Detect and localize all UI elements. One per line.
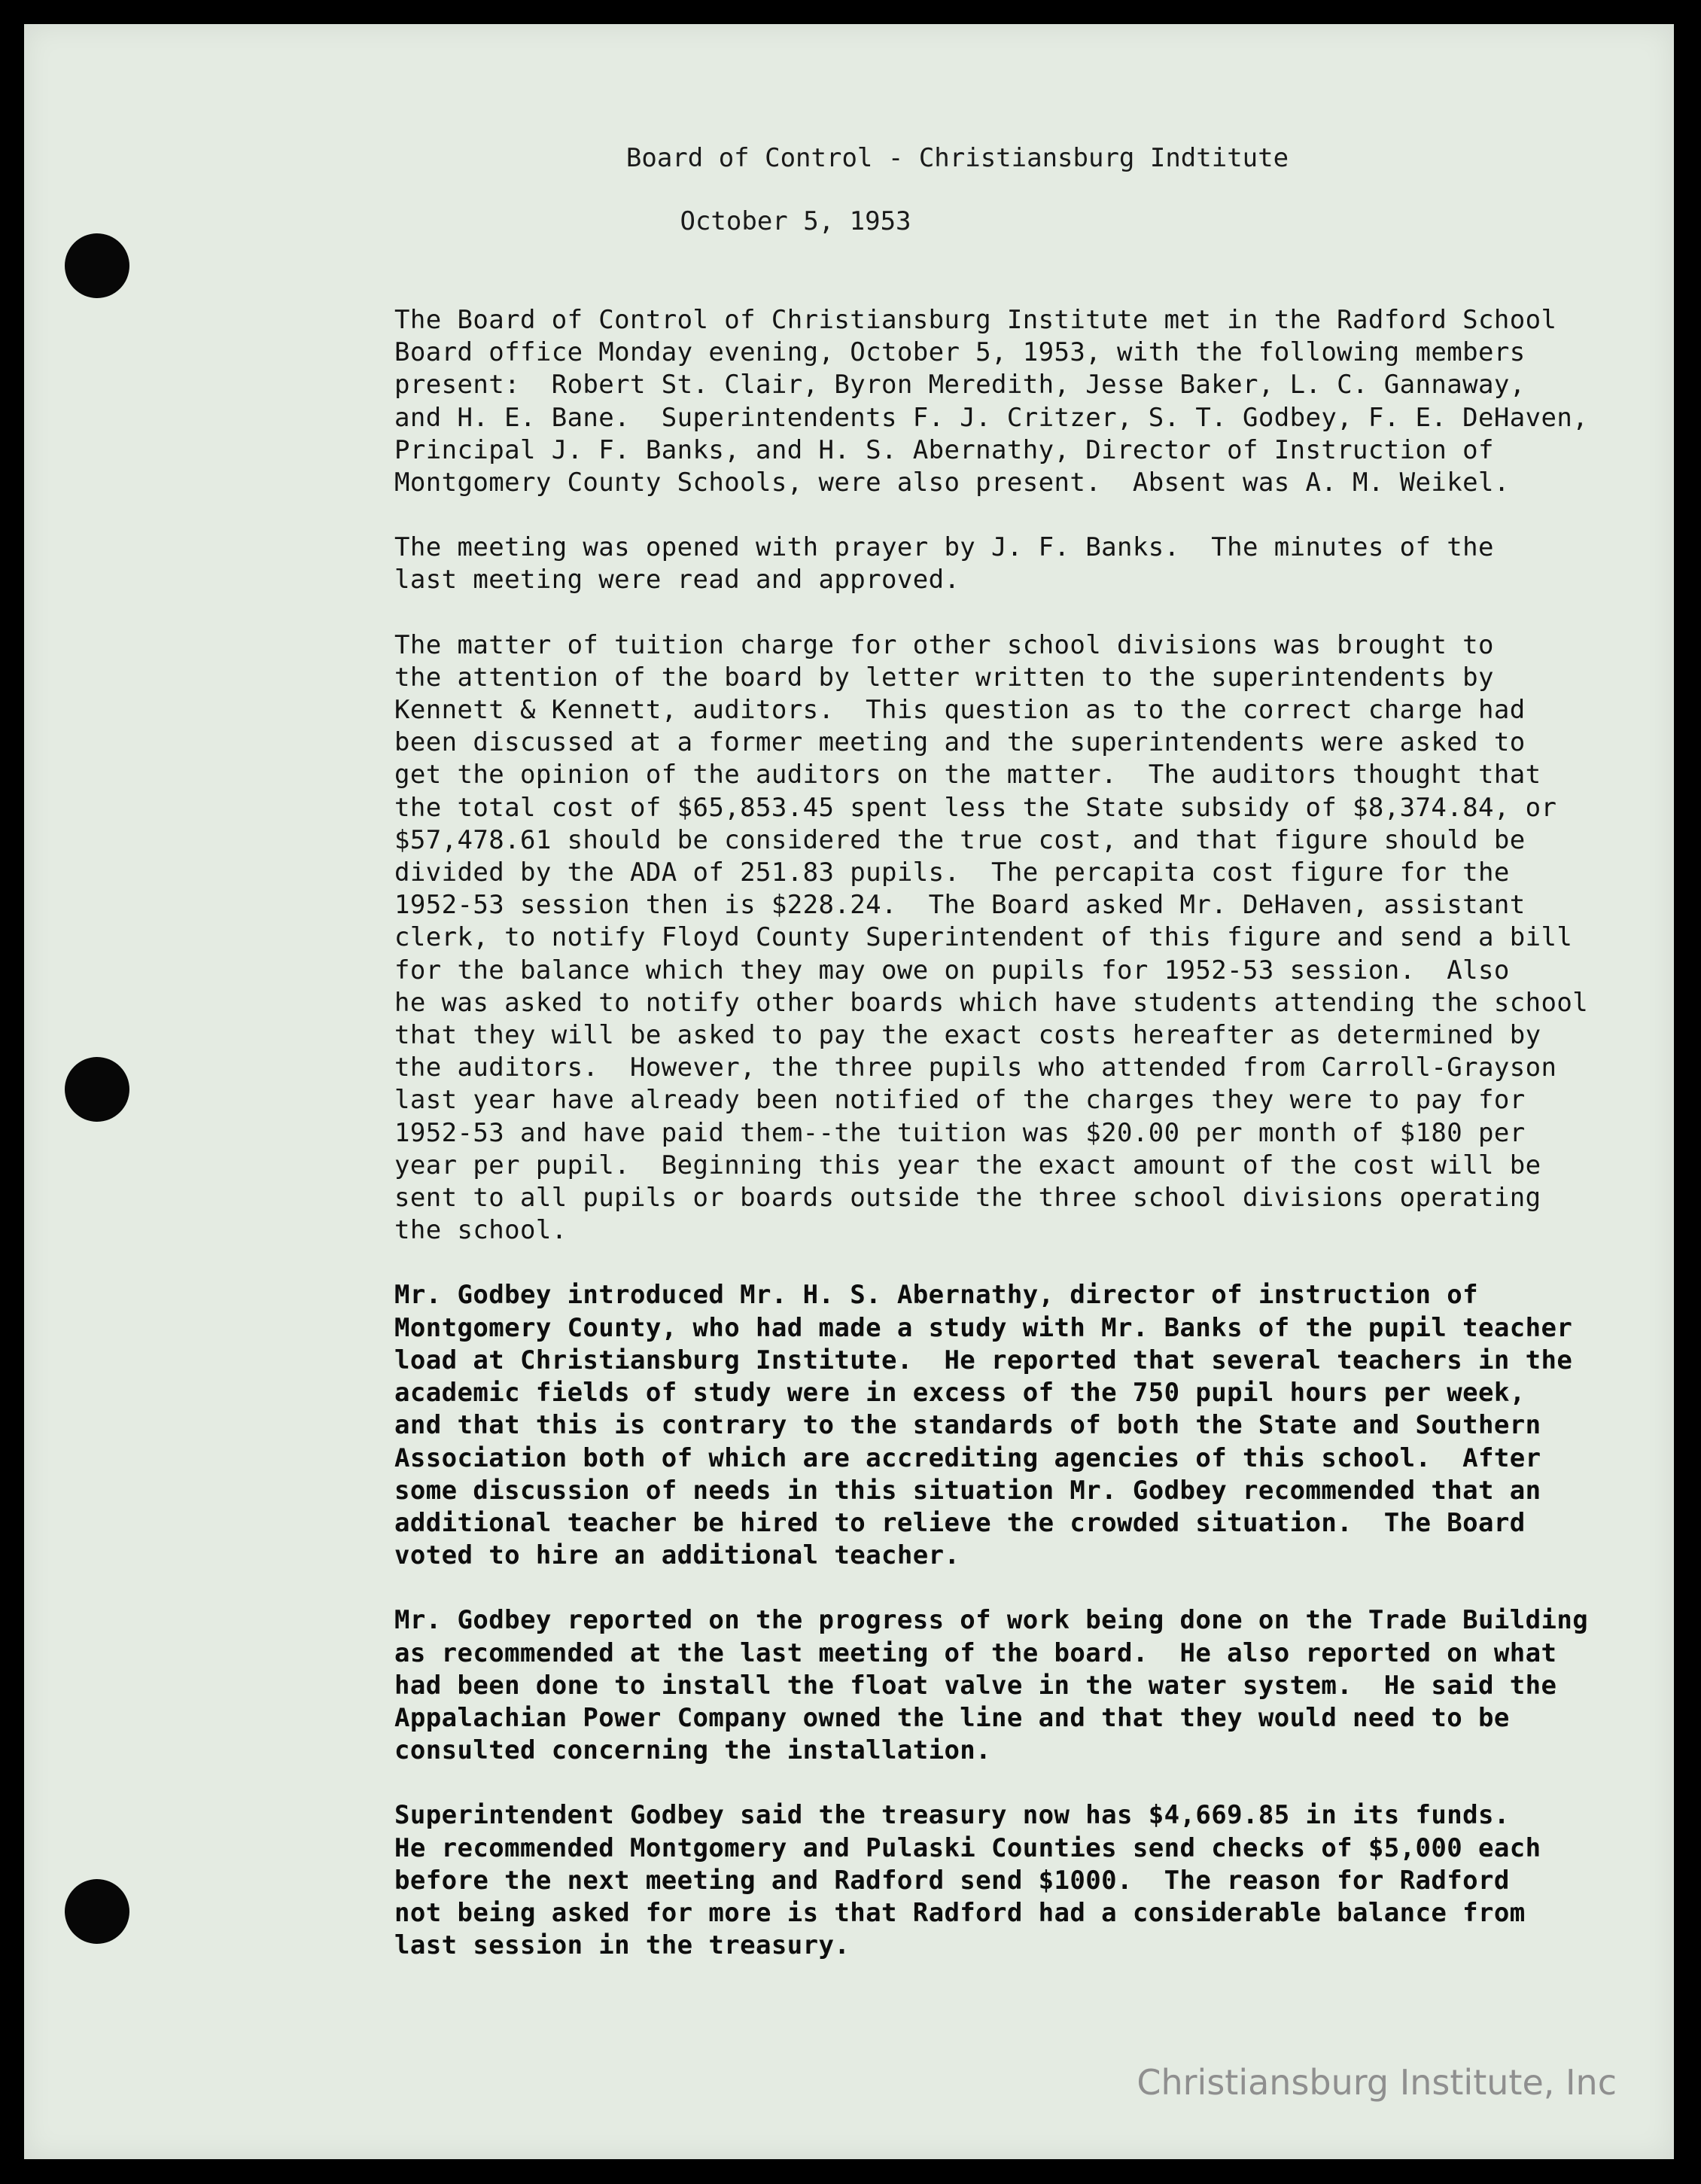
minutes-body <box>394 304 1674 1994</box>
paragraph-attendance: The Board of Control of Christiansburg Institute met in the Radford School Board office Monday evening, October 5, 1953, with the following members present: Robert St. Clair, Byron Meredith, Jesse Baker, L. C. Gannaway, and H. E. Bane. Superintendents F. J. Critzer, S. T. Godbey, F. E. DeHaven, Principal J. F. Banks, and H. S. Abernathy, Director of Instruction of Montgomery County Schools, were also present. Absent was A. M. Weikel. <box>394 305 1589 498</box>
document-title: Board of Control - Christiansburg Indtitute <box>625 143 1289 173</box>
punch-hole-bottom <box>65 1879 129 1944</box>
punch-hole-top <box>65 233 129 298</box>
watermark-text: Christiansburg Institute, Inc <box>1137 2062 1617 2103</box>
punch-hole-middle <box>65 1057 129 1122</box>
paragraph-trade-building: Mr. Godbey reported on the progress of work being done on the Trade Building as recommended at the last meeting of the board. He also reported on what had been done to install the float valve in the water system. He said the Appalachian Power Company owned the line and that they would need to be consulted concerning the installation. <box>394 1605 1589 1766</box>
document-page <box>24 24 1674 2159</box>
document-date: October 5, 1953 <box>680 206 911 236</box>
paragraph-tuition: The matter of tuition charge for other school divisions was brought to the attention of the board by letter written to the superintendents by Kennett & Kennett, auditors. This question as to the correct charge had been discussed at a former meeting and the superintendents were asked to get the opinion of the auditors on the matter. The auditors thought that the total cost of $65,853.45 spent less the State subsidy of $8,374.84, or $57,478.61 should be considered the true cost, and that figure should be divided by the ADA of 251.83 pupils. The percapita cost figure for the 1952-53 session then is $228.24. The Board asked Mr. DeHaven, assistant clerk, to notify Floyd County Superintendent of this figure and send a bill for the balance which they may owe on pupils for 1952-53 session. Also he was asked to notify other boards which have students attending the school that they will be asked to pay the exact costs hereafter as determined by the auditors. However, the three pupils who attended from Carroll-Grayson last year have already been notified of the charges they were to pay for 1952-53 and have paid them--the tuition was $20.00 per month of $180 per year per pupil. Beginning this year the exact amount of the cost will be sent to all pupils or boards outside the three school divisions operating the school. <box>394 629 1589 1246</box>
paragraph-teacher-load: Mr. Godbey introduced Mr. H. S. Abernathy, director of instruction of Montgomery County, who had made a study with Mr. Banks of the pupil teacher load at Christiansburg Institute. He reported that several teachers in the academic fields of study were in excess of the 750 pupil hours per week, and that this is contrary to the standards of both the State and Southern Association both of which are accrediting agencies of this school. After some discussion of needs in this situation Mr. Godbey recommended that an additional teacher be hired to relieve the crowded situation. The Board voted to hire an additional teacher. <box>394 1280 1573 1571</box>
paragraph-opening: The meeting was opened with prayer by J. F. Banks. The minutes of the last meeting were read and approved. <box>394 532 1494 595</box>
paragraph-treasury: Superintendent Godbey said the treasury now has $4,669.85 in its funds. He recommended Montgomery and Pulaski Counties send checks of $5,000 each before the next meeting and Radford send $1000. The reason for Radford not being asked for more is that Radford had a considerable balance from last session in the treasury. <box>394 1800 1541 1961</box>
